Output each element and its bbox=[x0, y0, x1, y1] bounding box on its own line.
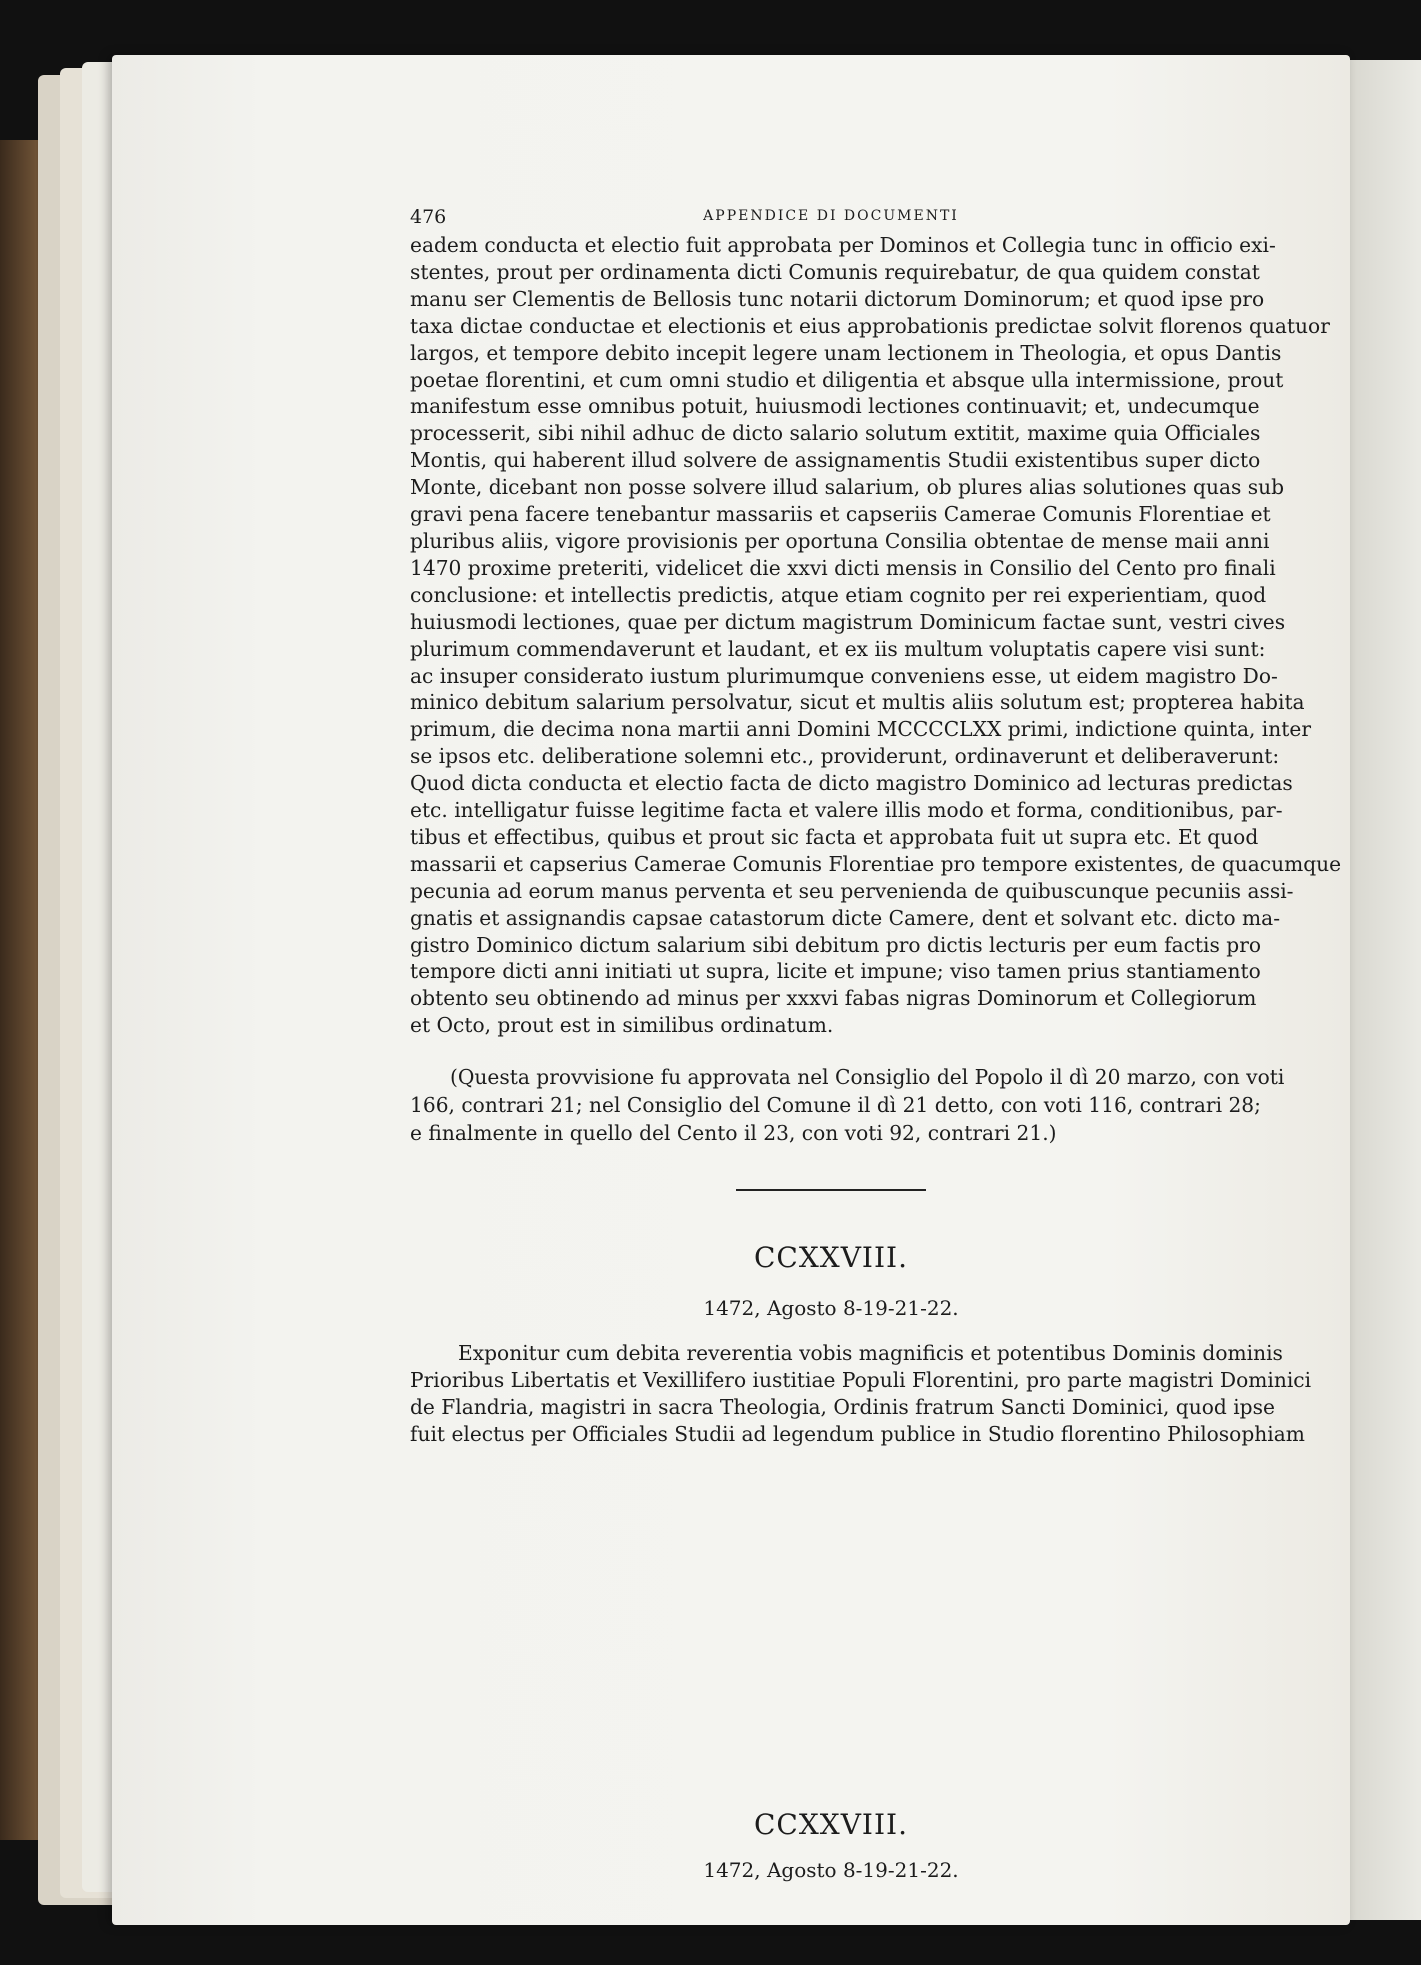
text-line: gravi pena facere tenebantur massariis et capseriis Camerae Comunis Florentiae et bbox=[410, 502, 1271, 527]
text-line: poetae florentini, et cum omni studio et diligentia et absque ulla intermissione, prout bbox=[410, 367, 1284, 392]
text-line: tempore dicti anni initiati ut supra, licite et impune; viso tamen prius stantiamento bbox=[410, 959, 1261, 984]
text-line: eadem conducta et electio fuit approbata per Dominos et Collegia tunc in officio exi- bbox=[410, 233, 1276, 257]
text-line: tibus et effectibus, quibus et prout sic facta et approbata fuit ut supra etc. Et quod bbox=[410, 824, 1259, 849]
text-line: obtento seu obtinendo ad minus per xxxvi fabas nigras Dominorum et Collegiorum bbox=[410, 986, 1257, 1011]
text-line: Quod dicta conducta et electio facta de dicto magistro Dominico ad lecturas predictas bbox=[410, 771, 1293, 796]
text-line: largos, et tempore debito incepit legere unam lectionem in Theologia, et opus Dantis bbox=[410, 340, 1282, 365]
text-line: fuit electus per Officiales Studii ad legendum publice in Studio florentino Philosophiam bbox=[410, 1421, 1305, 1446]
text-line: Montis, qui haberent illud solvere de assignamentis Studii existentibus super dicto bbox=[410, 448, 1261, 473]
main-paragraph bbox=[410, 232, 1342, 1039]
text-line: ac insuper considerato iustum plurimumque conveniens esse, ut eidem magistro Do- bbox=[410, 663, 1278, 688]
text-line: taxa dictae conductae et electionis et eius approbationis predictae solvit florenos quatuor bbox=[410, 313, 1330, 338]
document-number: CCXXVIII. bbox=[753, 1241, 909, 1275]
provision-note bbox=[410, 1063, 1285, 1147]
document-date: 1472, Agosto 8-19-21-22. bbox=[703, 1296, 959, 1321]
text-line: (Questa provvisione fu approvata nel Consiglio del Popolo il dì 20 marzo, con voti bbox=[450, 1065, 1285, 1090]
footer-document-number: CCXXVIII. bbox=[753, 1808, 909, 1841]
text-line: pecunia ad eorum manus perventa et seu pervenienda de quibuscunque pecuniis assi- bbox=[410, 878, 1294, 903]
section-divider bbox=[736, 1189, 926, 1191]
text-line: processerit, sibi nihil adhuc de dicto salario solutum extitit, maxime quia Officiales bbox=[410, 421, 1261, 446]
text-line: et Octo, prout est in similibus ordinatum. bbox=[410, 1013, 834, 1038]
text-line: Prioribus Libertatis et Vexillifero iustitiae Populi Florentini, pro parte magistri Dominici bbox=[410, 1368, 1312, 1393]
text-line: e finalmente in quello del Cento il 23, con voti 92, contrari 21.) bbox=[410, 1121, 1057, 1146]
text-line: massarii et capserius Camerae Comunis Florentiae pro tempore existentes, de quacumque bbox=[410, 851, 1342, 876]
text-line: primum, die decima nona martii anni Domini MCCCCLXX primi, indictione quinta, inter bbox=[410, 717, 1311, 742]
page-number: 476 bbox=[410, 206, 447, 228]
text-line: de Flandria, magistri in sacra Theologia, Ordinis fratrum Sancti Dominici, quod ipse bbox=[410, 1395, 1275, 1419]
text-line: Monte, dicebant non posse solvere illud salarium, ob plures alias solutiones quas sub bbox=[410, 475, 1285, 500]
text-line: etc. intelligatur fuisse legitime facta et valere illis modo et forma, conditionibus, par- bbox=[410, 798, 1283, 823]
text-line: manifestum esse omnibus potuit, huiusmodi lectiones continuavit; et, undecumque bbox=[410, 394, 1260, 419]
text-line: 166, contrari 21; nel Consiglio del Comune il dì 21 detto, con voti 116, contrari 28; bbox=[410, 1093, 1261, 1118]
page-content bbox=[410, 200, 1342, 1448]
text-line: gistro Dominico dictum salarium sibi debitum pro dictis lecturis per eum factis pro bbox=[410, 932, 1262, 957]
text-line: se ipsos etc. deliberatione solemni etc., providerunt, ordinaverunt et deliberaverunt: bbox=[410, 744, 1280, 769]
running-head-title: APPENDICE DI DOCUMENTI bbox=[703, 208, 959, 224]
text-line: manu ser Clementis de Bellosis tunc notarii dictorum Dominorum; et quod ipse pro bbox=[410, 286, 1265, 311]
text-line: 1470 proxime preteriti, videlicet die xxvi dicti mensis in Consilio del Cento pro finali bbox=[410, 555, 1276, 580]
document-paragraph bbox=[410, 1340, 1312, 1448]
facing-page-edge bbox=[1345, 60, 1421, 1920]
text-line: plurimum commendaverunt et laudant, et ex iis multum voluptatis capere visi sunt: bbox=[410, 636, 1266, 661]
text-line: Exponitur cum debita reverentia vobis magnificis et potentibus Dominis dominis bbox=[458, 1341, 1283, 1366]
text-line: huiusmodi lectiones, quae per dictum magistrum Dominicum factae sunt, vestri cives bbox=[410, 609, 1286, 634]
footer-document-date: 1472, Agosto 8-19-21-22. bbox=[703, 1858, 959, 1882]
text-line: pluribus aliis, vigore provisionis per oportuna Consilia obtentae de mense maii anni bbox=[410, 528, 1270, 553]
text-line: stentes, prout per ordinamenta dicti Comunis requirebatur, de qua quidem constat bbox=[410, 259, 1260, 284]
text-line: conclusione: et intellectis predictis, atque etiam cognito per rei experientiam, quod bbox=[410, 582, 1267, 607]
text-line: minico debitum salarium persolvatur, sicut et multis aliis solutum est; propterea habita bbox=[410, 690, 1305, 715]
text-line: gnatis et assignandis capsae catastorum dicte Camere, dent et solvant etc. dicto ma- bbox=[410, 905, 1281, 930]
running-head bbox=[410, 200, 1252, 232]
